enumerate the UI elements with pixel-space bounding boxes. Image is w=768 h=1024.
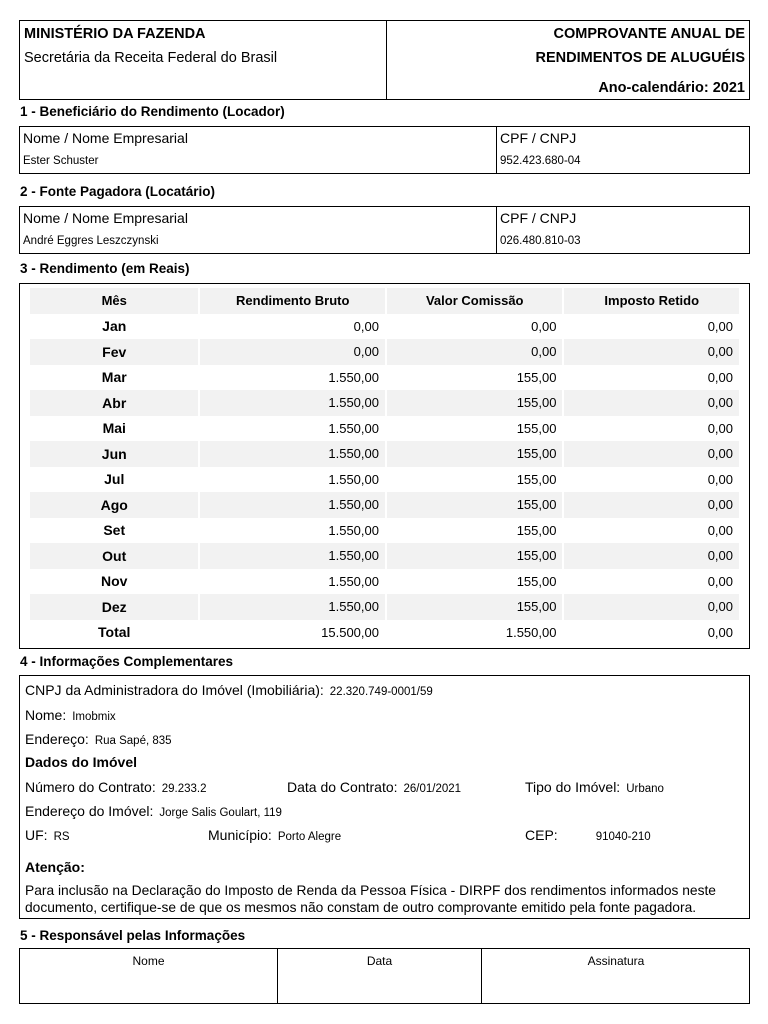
month-cell: Set [103,522,126,539]
total-commission: 1.550,00 [505,624,557,640]
agency-name-row [25,707,116,725]
property-address-label: Endereço do Imóvel: [25,803,154,819]
commission-cell: 155,00 [516,471,557,487]
agency-name-label: Nome: [25,707,67,723]
section1-title: 1 - Beneficiário do Rendimento (Locador) [20,104,285,119]
payer-name-label: Nome / Nome Empresarial [23,210,188,226]
income-table [28,288,741,645]
document-title-line1: COMPROVANTE ANUAL DE [553,26,745,42]
month-cell: Mar [101,369,127,386]
month-cell: Nov [101,573,128,590]
col-header-commission: Valor Comissão [387,288,562,314]
total-gross: 15.500,00 [321,624,379,640]
uf-label: UF: [25,827,48,843]
section3-title: 3 - Rendimento (em Reais) [20,261,190,276]
col-header-tax: Imposto Retido [564,288,739,314]
responsible-box [19,948,750,1004]
month-cell: Jan [102,318,127,335]
commission-cell: 155,00 [387,543,562,569]
month-cell: Fev [30,339,198,365]
uf-row [25,827,70,845]
gross-cell: 1.550,00 [200,441,385,467]
table-row [30,492,739,518]
commission-cell: 0,00 [531,318,557,334]
total-tax: 0,00 [707,624,733,640]
commission-cell: 155,00 [516,369,557,385]
gross-cell: 1.550,00 [200,594,385,620]
contract-date-value: 26/01/2021 [403,783,462,795]
tax-cell: 0,00 [564,594,739,620]
city-row [208,827,341,845]
table-row [30,594,739,620]
gross-cell: 1.550,00 [328,420,379,436]
property-type-row [525,779,664,797]
table-row [30,314,739,340]
uf-value: RS [53,831,70,843]
beneficiary-name-label: Nome / Nome Empresarial [23,130,188,146]
table-row [30,543,739,569]
payer-doc-label: CPF / CNPJ [500,210,577,226]
table-row [30,390,739,416]
tax-cell: 0,00 [707,522,733,538]
property-type-value: Urbano [626,783,664,795]
secretariat-subtitle: Secretária da Receita Federal do Brasil [24,50,278,66]
agency-address-label: Endereço: [25,731,89,747]
month-cell: Mai [102,420,126,437]
commission-cell: 0,00 [387,339,562,365]
responsible-date-header: Data [366,954,393,968]
table-row [30,518,739,544]
contract-date-row [287,779,461,797]
tax-cell: 0,00 [564,390,739,416]
tax-cell: 0,00 [707,573,733,589]
commission-cell: 155,00 [387,441,562,467]
tax-cell: 0,00 [564,441,739,467]
gross-cell: 0,00 [353,318,379,334]
payer-box [19,206,750,254]
calendar-year: Ano-calendário: 2021 [598,80,745,96]
agency-cnpj-label: CNPJ da Administradora do Imóvel (Imobiliária): [25,682,324,698]
gross-cell: 1.550,00 [200,543,385,569]
gross-cell: 1.550,00 [328,573,379,589]
beneficiary-divider [496,127,497,173]
beneficiary-doc-label: CPF / CNPJ [500,130,577,146]
table-row [30,441,739,467]
month-cell: Jun [30,441,198,467]
property-data-title: Dados do Imóvel [25,754,138,770]
agency-name-value: Imobmix [72,711,116,723]
tax-cell: 0,00 [564,543,739,569]
tax-cell: 0,00 [707,420,733,436]
beneficiary-box [19,126,750,174]
commission-cell: 155,00 [516,522,557,538]
section5-title: 5 - Responsável pelas Informações [20,928,246,943]
income-box [19,283,750,649]
payer-doc-value: 026.480.810-03 [500,235,581,247]
commission-cell: 155,00 [387,492,562,518]
gross-cell: 1.550,00 [200,492,385,518]
section4-title: 4 - Informações Complementares [20,654,234,669]
total-label: Total [98,624,131,641]
city-label: Município: [208,827,272,843]
table-row [30,416,739,442]
tax-cell: 0,00 [707,318,733,334]
cep-label: CEP: [525,827,558,843]
tax-cell: 0,00 [707,369,733,385]
commission-cell: 155,00 [516,420,557,436]
table-row [30,569,739,595]
contract-number-value: 29.233.2 [161,783,207,795]
property-type-label: Tipo do Imóvel: [525,779,621,795]
agency-address-row [25,731,172,749]
cep-value: 91040-210 [595,831,651,843]
col-header-month: Mês [30,288,198,314]
table-row [30,467,739,493]
contract-number-label: Número do Contrato: [25,779,156,795]
attention-text: Para inclusão na Declaração do Imposto de Renda da Pessoa Física - DIRPF dos rendimentos informados neste documento, certifique-se de que os mesmos não constam de outro comprovante emitido pela fonte pagadora. [25,883,716,915]
commission-cell: 155,00 [387,594,562,620]
month-cell: Abr [30,390,198,416]
beneficiary-name-value: Ester Schuster [23,155,99,167]
col-header-gross: Rendimento Bruto [200,288,385,314]
beneficiary-doc-value: 952.423.680-04 [500,155,581,167]
agency-cnpj-value: 22.320.749-0001/59 [329,686,433,698]
month-cell: Ago [30,492,198,518]
responsible-signature-header: Assinatura [587,954,645,968]
contract-number-row [25,779,207,797]
document-title-line2: RENDIMENTOS DE ALUGUÉIS [535,50,745,66]
payer-name-value: André Eggres Leszczynski [23,235,159,247]
tax-cell: 0,00 [564,492,739,518]
cep-row [525,827,651,845]
income-table-header [30,288,739,314]
gross-cell: 1.550,00 [200,390,385,416]
agency-cnpj-row [25,682,433,700]
document-header [19,20,750,100]
section2-title: 2 - Fonte Pagadora (Locatário) [20,184,216,199]
contract-date-label: Data do Contrato: [287,779,398,795]
table-row [30,339,739,365]
month-cell: Out [30,543,198,569]
total-row [30,620,739,646]
month-cell: Dez [30,594,198,620]
payer-divider [496,207,497,253]
property-address-row [25,803,282,821]
ministry-title: MINISTÉRIO DA FAZENDA [24,26,206,42]
commission-cell: 155,00 [387,390,562,416]
property-address-value: Jorge Salis Goulart, 119 [159,807,282,819]
tax-cell: 0,00 [707,471,733,487]
month-cell: Jul [104,471,125,488]
attention-title: Atenção: [25,859,85,875]
table-row [30,365,739,391]
tax-cell: 0,00 [564,339,739,365]
complementary-info-box [19,675,750,919]
gross-cell: 1.550,00 [328,471,379,487]
gross-cell: 1.550,00 [328,369,379,385]
gross-cell: 0,00 [200,339,385,365]
commission-cell: 155,00 [516,573,557,589]
responsible-name-header: Nome [132,954,165,968]
header-divider [386,21,387,99]
city-value: Porto Alegre [277,831,342,843]
agency-address-value: Rua Sapé, 835 [94,735,172,747]
gross-cell: 1.550,00 [328,522,379,538]
